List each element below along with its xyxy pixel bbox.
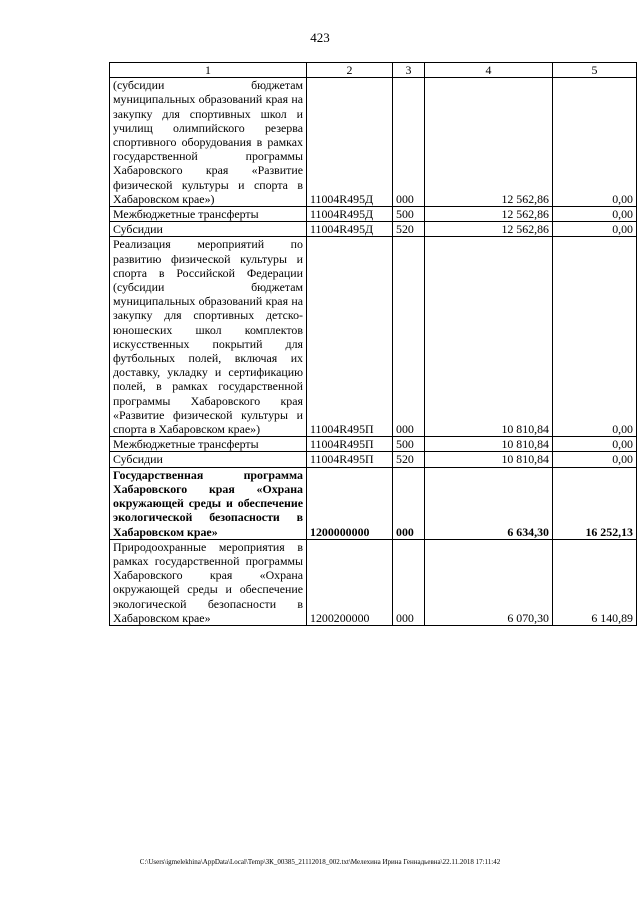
row-code-cell: 11004R495П	[307, 452, 393, 467]
row-sum-1-cell: 12 562,86	[425, 78, 553, 207]
row-sum-2-cell: 0,00	[553, 437, 637, 452]
table-row	[110, 237, 637, 437]
row-name-cell: Субсидии	[110, 222, 307, 237]
header-cell-vr: 3	[393, 63, 425, 78]
table-row	[110, 78, 637, 207]
row-name-cell: Реализация мероприятий по развитию физической культуры и спорта в Российской Федерации (субсидии бюджетам муниципальных образований края на закупку для спортивных детско-юношеских школ комплектов искусственных покрытий для футбольных полей, включая их доставку, укладку и сертификацию полей, в рамках государственной программы Хабаровского края «Развитие физической культуры и спорта в Хабаровском крае»)	[110, 237, 307, 437]
row-sum-2-cell: 0,00	[553, 222, 637, 237]
row-sum-1-cell: 6 634,30	[425, 467, 553, 539]
row-name-cell: Межбюджетные трансферты	[110, 437, 307, 452]
table-body	[110, 78, 637, 626]
row-sum-1-cell: 10 810,84	[425, 452, 553, 467]
budget-table	[109, 62, 637, 626]
row-expense-type-cell: 000	[393, 237, 425, 437]
row-sum-2-cell: 6 140,89	[553, 539, 637, 625]
row-code-cell: 11004R495Д	[307, 207, 393, 222]
page-number: 423	[310, 30, 330, 45]
row-expense-type-cell: 000	[393, 467, 425, 539]
row-sum-1-cell: 12 562,86	[425, 207, 553, 222]
table-row	[110, 539, 637, 625]
row-sum-2-cell: 16 252,13	[553, 467, 637, 539]
row-code-cell: 11004R495П	[307, 437, 393, 452]
header-cell-sum-1: 4	[425, 63, 553, 78]
row-sum-2-cell: 0,00	[553, 452, 637, 467]
row-sum-1-cell: 6 070,30	[425, 539, 553, 625]
table-row	[110, 222, 637, 237]
row-sum-1-cell: 12 562,86	[425, 222, 553, 237]
row-sum-1-cell: 10 810,84	[425, 237, 553, 437]
header-row	[110, 63, 637, 78]
row-sum-2-cell: 0,00	[553, 78, 637, 207]
row-sum-2-cell: 0,00	[553, 237, 637, 437]
row-code-cell: 1200000000	[307, 467, 393, 539]
row-code-cell: 1200200000	[307, 539, 393, 625]
table-row	[110, 452, 637, 467]
row-name-cell: Субсидии	[110, 452, 307, 467]
table-row-program	[110, 467, 637, 539]
table-row	[110, 437, 637, 452]
row-expense-type-cell: 520	[393, 222, 425, 237]
row-name-cell: Государственная программа Хабаровского края «Охрана окружающей среды и обеспечение экологической безопасности в Хабаровском крае»	[110, 467, 307, 539]
table-row	[110, 207, 637, 222]
header-cell-name: 1	[110, 63, 307, 78]
row-name-cell: Природоохранные мероприятия в рамках государственной программы Хабаровского края «Охрана окружающей среды и обеспечение экологической безопасности в Хабаровском крае»	[110, 539, 307, 625]
footer-file-path: C:\Users\igmelekhina\AppData\Local\Temp\ЗК_00385_21112018_002.txt\Мелехина Ирина Геннадьевна\22.11.2018 17:11:42	[139, 858, 501, 866]
row-name-cell: Межбюджетные трансферты	[110, 207, 307, 222]
row-code-cell: 11004R495Д	[307, 78, 393, 207]
row-expense-type-cell: 520	[393, 452, 425, 467]
row-name-cell: (субсидии бюджетам муниципальных образований края на закупку для спортивных школ и училищ олимпийского резерва спортивного оборудования в рамках государственной программы Хабаровского края «Развитие физической культуры и спорта в Хабаровском крае»)	[110, 78, 307, 207]
row-sum-1-cell: 10 810,84	[425, 437, 553, 452]
row-expense-type-cell: 000	[393, 539, 425, 625]
row-expense-type-cell: 000	[393, 78, 425, 207]
row-code-cell: 11004R495П	[307, 237, 393, 437]
row-expense-type-cell: 500	[393, 437, 425, 452]
row-sum-2-cell: 0,00	[553, 207, 637, 222]
header-cell-code: 2	[307, 63, 393, 78]
header-cell-sum-2: 5	[553, 63, 637, 78]
row-code-cell: 11004R495Д	[307, 222, 393, 237]
row-expense-type-cell: 500	[393, 207, 425, 222]
